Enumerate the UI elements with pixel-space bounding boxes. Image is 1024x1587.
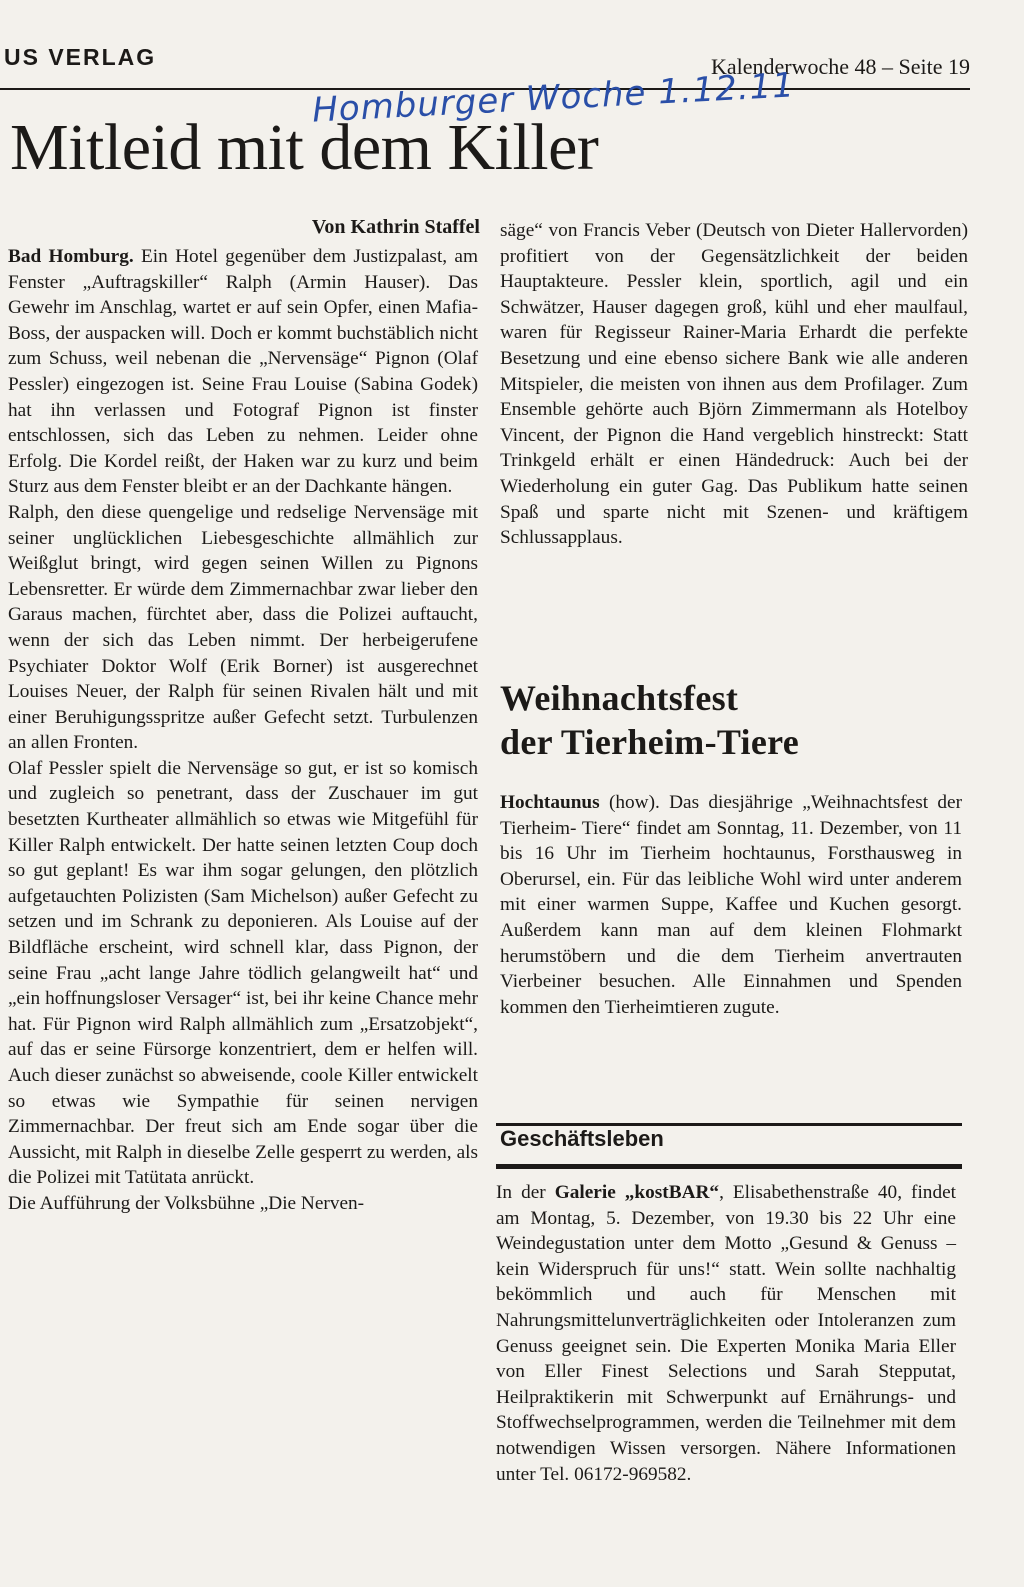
second-headline-line2: der Tierheim-Tiere [500,722,800,762]
venue-name: Galerie „kostBAR“ [554,1182,720,1203]
byline: Von Kathrin Staffel [311,216,480,238]
second-article-body [500,790,962,1020]
article-paragraph: Ralph, den diese quengelige und redselige Nervensäge mit seiner unglücklichen Liebesgeschichte allmählich zur Weißglut bringt, wird gegen seinen Willen zu Pignons Lebensretter. Er würde dem Zimmernachbar zwar lieber den Garaus machen, fürchtet aber, dass die Polizei auftaucht, wenn der sich das Leben nimmt. Der herbeigerufene Psychiater Doktor Wolf (Erik Borner) ist ausgerechnet Louises Neuer, der Ralph für seinen Rivalen hält und mit einer Beruhigungsspritze außer Gefecht setzt. Turbulenzen an allen Fronten. [8,501,478,754]
article-paragraph: Bad Homburg. Ein Hotel gegenüber dem Justizpalast, am Fenster „Auftragskiller“ Ralph (Armin Hauser). Das Gewehr im Anschlag, wartet er auf sein Opfer, einen Mafia-Boss, der auspacken will. Doch er kommt buchstäblich nicht zum Schuss, weil nebenan die „Nervensäge“ Pignon (Olaf Pessler) eingezogen ist. Seine Frau Louise (Sabina Godek) hat ihn verlassen und Fotograf Pignon ist finster entschlossen, sich das Leben zu nehmen. Leider ohne Erfolg. Die Kordel reißt, der Haken war zu kurz und beim Sturz aus dem Fenster bleibt er an der Dachkante hängen. [8,246,478,498]
page-info: Kalenderwoche 48 – Seite 19 [710,54,970,79]
second-headline [500,676,968,764]
article-paragraph: Hochtaunus (how). Das diesjährige „Weihnachtsfest der Tierheim- Tiere“ findet am Sonntag, 11. Dezember, von 11 bis 16 Uhr im Tierheim hochtaunus, Forsthausweg in Oberursel, ein. Für das leibliche Wohl wird unter anderem mit einer warmen Suppe, Kaffee und Kuchen gesorgt. Außerdem kann man auf dem kleinen Flohmarkt herumstöbern und die dem Tierheim anvertrauten Vierbeiner besuchen. Alle Einnahmen und Spenden kommen den Tierheimtieren zugute. [500,792,962,1018]
main-article-right-column [500,218,968,551]
handwritten-note: Homburger Woche 1.12.11 [311,65,796,131]
article-paragraph: Die Aufführung der Volksbühne „Die Nerven- [8,1192,365,1214]
article-paragraph: Olaf Pessler spielt die Nervensäge so gut, er ist so komisch und zugleich so penetrant, dass der Zuschauer im gut besetzten Kurtheater allmählich so etwas wie Mitgefühl für Killer Ralph entwickelt. Der hatte seinen letzten Coup doch so gut geplant! Es war ihm sogar gelungen, den plötzlich aufgetauchten Polizisten (Sam Michelson) außer Gefecht zu setzen und im Schrank zu deponieren. Als Louise auf der Bildfläche erscheint, wird schnell klar, dass Pignon, der seine Frau „acht lange Jahre tödlich gelangweilt hat“ und „ein hoffnungsloser Versager“ ist, bei ihr keine Chance mehr hat. Für Pignon wird Ralph allmählich zum „Ersatzobjekt“, auf das er seine Fürsorge konzentriert, dem er helfen will. Auch dieser zunächst so abweisende, coole Killer entwickelt so etwas wie Sympathie für seinen nervigen Zimmernachbar. Der freut sich am Ende sogar über die Aussicht, mit Ralph in dieselbe Zelle gesperrt zu werden, als die Polizei mit Tatütata anrückt. [8,757,478,1189]
article-paragraph: säge“ von Francis Veber (Deutsch von Dieter Hallervorden) profitiert von der Gegensätzlichkeit der beiden Hauptakteure. Pessler klein, sportlich, agil und ein Schwätzer, Hauser dagegen groß, kühl und eher maulfaul, waren für Regisseur Rainer-Maria Erhardt die perfekte Besetzung und eine ebenso sichere Bank wie alle anderen Mitspieler, die meisten von ihnen aus dem Profilager. Zum Ensemble gehörte auch Björn Zimmermann als Hotelboy Vincent, der Pignon die Hand vergeblich hinstreckt: Statt Trinkgeld erhält er einen Händedruck: Auch bei der Wiederholung ein guter Gag. Das Publikum hatte seinen Spaß und sparte nicht mit Szenen- und kräftigem Schlussapplaus. [500,220,968,549]
main-headline: Mitleid mit dem Killer [10,111,599,184]
dateline: Bad Homburg. [8,246,134,267]
business-body [496,1180,956,1487]
dateline: Hochtaunus [500,792,600,813]
main-article-left-column [8,244,478,1217]
article-paragraph: In der Galerie „kostBAR“, Elisabethenstraße 40, findet am Montag, 5. Dezember, von 19.30 bis 22 Uhr eine Weindegustation unter dem Motto „Gesund & Genuss – kein Widerspruch für uns!“ statt. Wein sollte nachhaltig bekömmlich und auch für Menschen mit Nahrungsmittelunverträglichkeiten oder Intoleranzen zum Genuss geeignet sein. Die Experten Monika Maria Eller von Eller Finest Selections und Sarah Stepputat, Heilpraktikerin mit Schwerpunkt auf Ernährungs- und Stoffwechselprogrammen, werden die Teilnehmer mit dem notwendigen Wissen versorgen. Nähere Informationen unter Tel. 06172-969582. [496,1182,957,1485]
publisher-name: US VERLAG [4,44,157,70]
section-title: Geschäftsleben [500,1126,664,1151]
section-rule-bottom [496,1164,962,1169]
second-headline-line1: Weihnachtsfest [500,678,739,718]
